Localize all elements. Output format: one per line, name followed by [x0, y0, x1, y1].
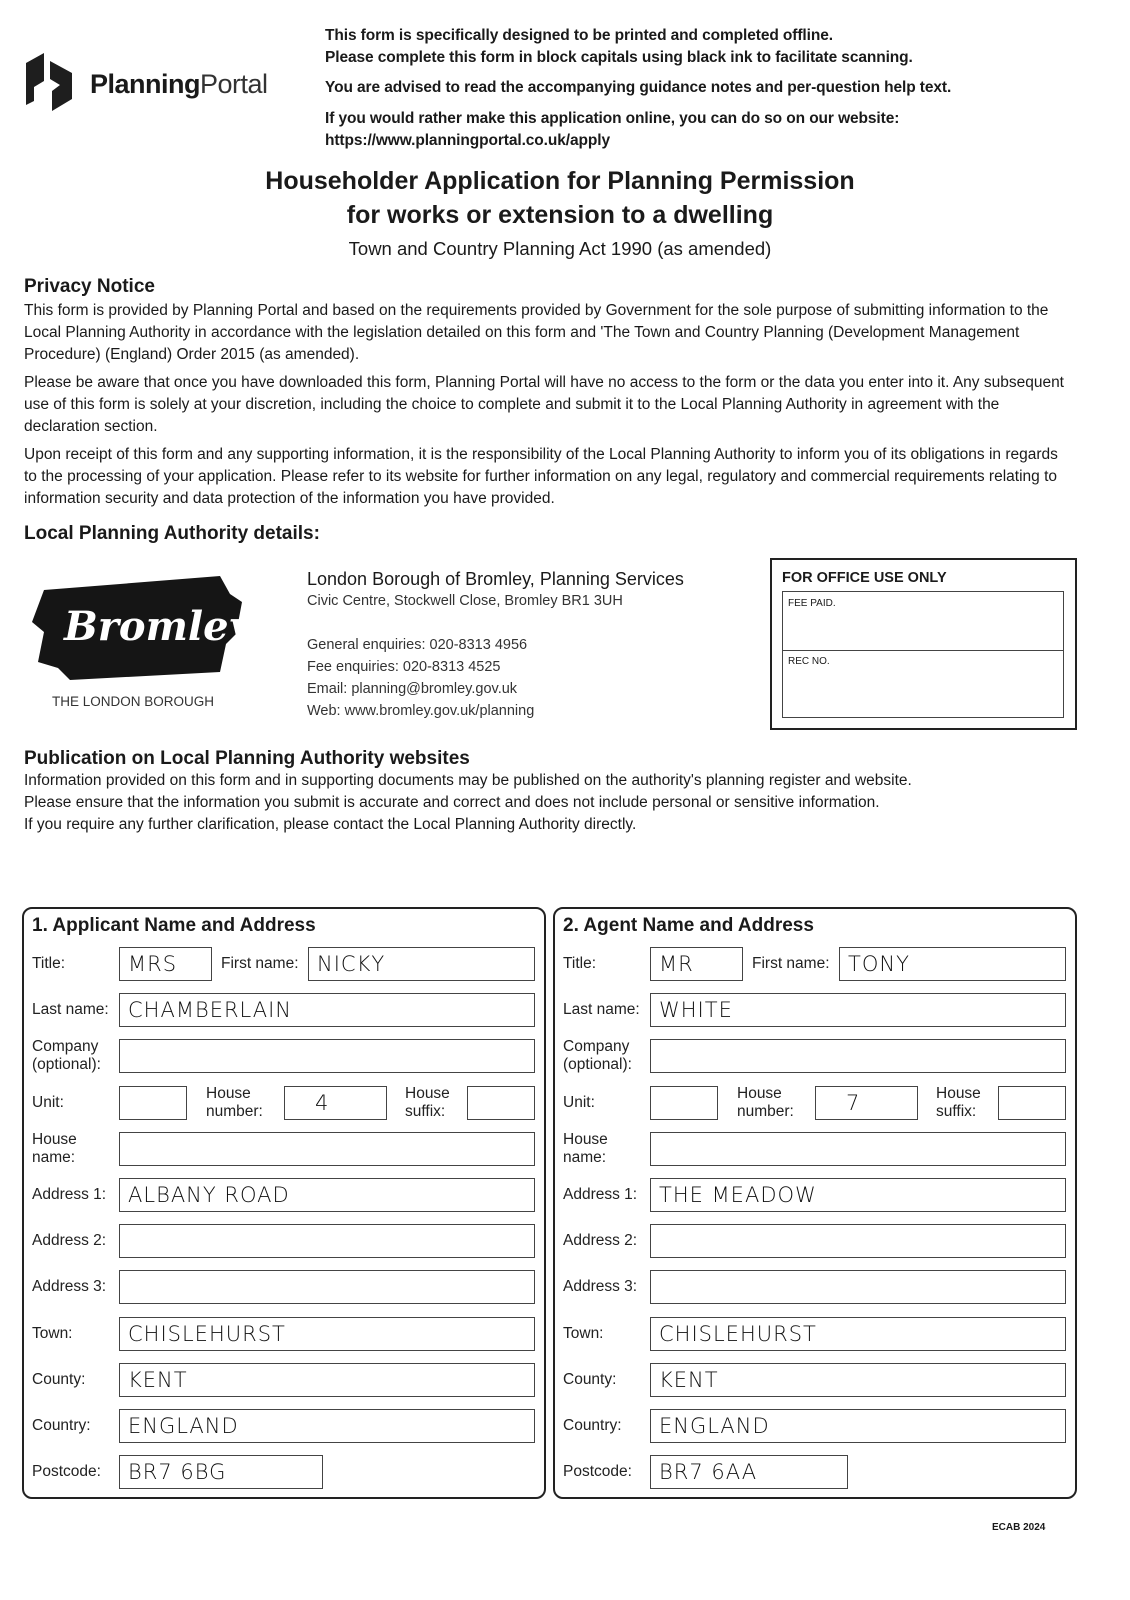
- agent-house-name-field[interactable]: [650, 1132, 1066, 1166]
- agent-address-1-label: Address 1:: [563, 1186, 638, 1203]
- agent-house-suffix-label: House suffix:: [936, 1084, 981, 1120]
- applicant-section: [22, 907, 546, 1499]
- agent-address-3-field[interactable]: [650, 1270, 1066, 1304]
- office-heading: FOR OFFICE USE ONLY: [782, 570, 947, 586]
- office-use-box: [770, 558, 1077, 730]
- agent-address-2-field[interactable]: [650, 1224, 1066, 1258]
- agent-first-name-field[interactable]: TONY: [839, 947, 1066, 981]
- fee-paid-label: FEE PAID.: [788, 598, 836, 609]
- agent-address-2-label: Address 2:: [563, 1232, 638, 1250]
- apply-link[interactable]: https://www.planningportal.co.uk/apply: [325, 132, 610, 149]
- agent-house-name-label: House name:: [563, 1130, 608, 1166]
- agent-country-label: Country:: [563, 1417, 622, 1434]
- form-title-line1: Householder Application for Planning Permission: [265, 167, 855, 195]
- agent-house-number-field[interactable]: 7: [815, 1086, 918, 1120]
- lpa-address: Civic Centre, Stockwell Close, Bromley BR1 3UH: [307, 593, 623, 609]
- agent-house-number-label: House number:: [737, 1084, 794, 1120]
- agent-country-field[interactable]: ENGLAND: [650, 1409, 1066, 1443]
- lpa-details: [307, 569, 684, 722]
- lpa-general: General enquiries: 020-8313 4956: [307, 637, 528, 653]
- applicant-county-label: County:: [32, 1370, 86, 1388]
- rec-no-field: [782, 649, 1064, 718]
- applicant-town-field[interactable]: CHISLEHURST: [119, 1317, 535, 1351]
- header-note-3: You are advised to read the accompanying guidance notes and per-question help text.: [325, 79, 952, 96]
- lpa-web[interactable]: Web: www.bromley.gov.uk/planning: [307, 703, 535, 719]
- applicant-house-number-field[interactable]: 4: [284, 1086, 387, 1120]
- lpa-name: London Borough of Bromley, Planning Services: [307, 569, 684, 589]
- rec-no-label: REC NO.: [788, 656, 830, 667]
- header-note-1: This form is specifically designed to be printed and completed offline.: [325, 27, 833, 44]
- applicant-country-field[interactable]: ENGLAND: [119, 1409, 535, 1443]
- form-title-line2: for works or extension to a dwelling: [346, 201, 774, 229]
- agent-section: [553, 907, 1077, 1499]
- brand-bold: Planning: [90, 69, 200, 99]
- privacy-heading: Privacy Notice: [24, 276, 155, 297]
- planning-portal-logo-mark: [22, 51, 77, 113]
- applicant-company-field[interactable]: [119, 1039, 535, 1073]
- agent-title-field[interactable]: MR: [650, 947, 743, 981]
- agent-heading: 2. Agent Name and Address: [563, 915, 814, 936]
- applicant-country-label: Country:: [32, 1417, 91, 1434]
- applicant-unit-label: Unit:: [32, 1093, 64, 1111]
- applicant-town-label: Town:: [32, 1324, 73, 1342]
- applicant-house-suffix-field[interactable]: [467, 1086, 535, 1120]
- applicant-first-name-label: First name:: [221, 955, 299, 972]
- applicant-address-2-label: Address 2:: [32, 1232, 107, 1250]
- agent-last-name-label: Last name:: [563, 1001, 640, 1019]
- lpa-heading: Local Planning Authority details:: [24, 523, 320, 544]
- agent-postcode-field[interactable]: BR7 6AA: [650, 1455, 848, 1489]
- agent-title-label: Title:: [563, 955, 597, 972]
- agent-company-label: Company (optional):: [563, 1038, 632, 1074]
- applicant-house-number-label: House number:: [206, 1084, 263, 1120]
- applicant-postcode-field[interactable]: BR7 6BG: [119, 1455, 323, 1489]
- applicant-address-1-label: Address 1:: [32, 1186, 107, 1203]
- agent-first-name-label: First name:: [752, 955, 830, 972]
- header-note-2: Please complete this form in block capitals using black ink to facilitate scanning.: [325, 49, 913, 66]
- agent-town-field[interactable]: CHISLEHURST: [650, 1317, 1066, 1351]
- bromley-logo-mark: [30, 572, 245, 682]
- bromley-caption: THE LONDON BOROUGH: [52, 694, 215, 709]
- publication-line: Information provided on this form and in supporting documents may be published on the authority's planning register and website.: [24, 772, 912, 789]
- agent-company-field[interactable]: [650, 1039, 1066, 1073]
- applicant-address-3-label: Address 3:: [32, 1278, 107, 1296]
- privacy-paragraph: Upon receipt of this form and any supporting information, it is the responsibility of the Local Planning Authority to inform you of its obligations in regards to the processing of your application. Please refer to its website for further information on any legal, regulatory and commercial requirements relating to information security and data protection of the information you have provided.: [24, 446, 1058, 507]
- applicant-address-1-field[interactable]: ALBANY ROAD: [119, 1178, 535, 1212]
- lpa-email[interactable]: Email: planning@bromley.gov.uk: [307, 681, 518, 697]
- agent-house-suffix-field[interactable]: [998, 1086, 1066, 1120]
- agent-address-3-label: Address 3:: [563, 1278, 638, 1296]
- applicant-title-label: Title:: [32, 955, 66, 972]
- privacy-paragraph: This form is provided by Planning Portal and based on the requirements provided by Government for the sole purpose of submitting information to the Local Planning Authority in accordance with the legislation detailed on this form and 'The Town and Country Planning (Development Management Procedure) (England) Order 2015 (as amended).: [24, 302, 1049, 363]
- applicant-house-suffix-label: House suffix:: [405, 1084, 450, 1120]
- applicant-address-2-field[interactable]: [119, 1224, 535, 1258]
- agent-unit-label: Unit:: [563, 1093, 595, 1111]
- publication-section: [24, 748, 1084, 836]
- lpa-fee: Fee enquiries: 020-8313 4525: [307, 659, 501, 675]
- applicant-last-name-field[interactable]: CHAMBERLAIN: [119, 993, 535, 1027]
- footer-code: ECAB 2024: [992, 1522, 1046, 1533]
- applicant-county-field[interactable]: KENT: [119, 1363, 535, 1397]
- agent-unit-field[interactable]: [650, 1086, 718, 1120]
- form-subtitle: Town and Country Planning Act 1990 (as amended): [348, 238, 772, 259]
- applicant-company-label: Company (optional):: [32, 1038, 101, 1074]
- publication-line: If you require any further clarification, please contact the Local Planning Authority directly.: [24, 816, 637, 833]
- applicant-first-name-field[interactable]: NICKY: [308, 947, 535, 981]
- agent-county-field[interactable]: KENT: [650, 1363, 1066, 1397]
- publication-heading: Publication on Local Planning Authority websites: [24, 748, 470, 769]
- privacy-paragraph: Please be aware that once you have downloaded this form, Planning Portal will have no access to the form or the data you enter into it. Any subsequent use of this form is solely at your discretion, including the choice to complete and submit it to the Local Planning Authority in agreement with the declaration section.: [24, 374, 1064, 435]
- agent-postcode-label: Postcode:: [563, 1463, 632, 1481]
- agent-town-label: Town:: [563, 1324, 604, 1342]
- applicant-postcode-label: Postcode:: [32, 1463, 101, 1481]
- applicant-house-name-field[interactable]: [119, 1132, 535, 1166]
- bromley-logo: [30, 572, 245, 712]
- header-note-4: If you would rather make this application online, you can do so on our website:: [325, 110, 900, 127]
- agent-last-name-field[interactable]: WHITE: [650, 993, 1066, 1027]
- planning-portal-logo: [22, 55, 292, 110]
- applicant-unit-field[interactable]: [119, 1086, 187, 1120]
- applicant-address-3-field[interactable]: [119, 1270, 535, 1304]
- privacy-notice: [24, 276, 1074, 510]
- publication-line: Please ensure that the information you submit is accurate and correct and does not include personal or sensitive information.: [24, 794, 880, 811]
- brand-light: Portal: [200, 69, 268, 99]
- agent-address-1-field[interactable]: THE MEADOW: [650, 1178, 1066, 1212]
- applicant-heading: 1. Applicant Name and Address: [32, 915, 316, 936]
- applicant-title-field[interactable]: MRS: [119, 947, 212, 981]
- svg-text:Bromley: Bromley: [64, 603, 245, 650]
- agent-county-label: County:: [563, 1370, 617, 1388]
- fee-paid-field: [782, 591, 1064, 651]
- applicant-house-name-label: House name:: [32, 1130, 77, 1166]
- applicant-last-name-label: Last name:: [32, 1001, 109, 1019]
